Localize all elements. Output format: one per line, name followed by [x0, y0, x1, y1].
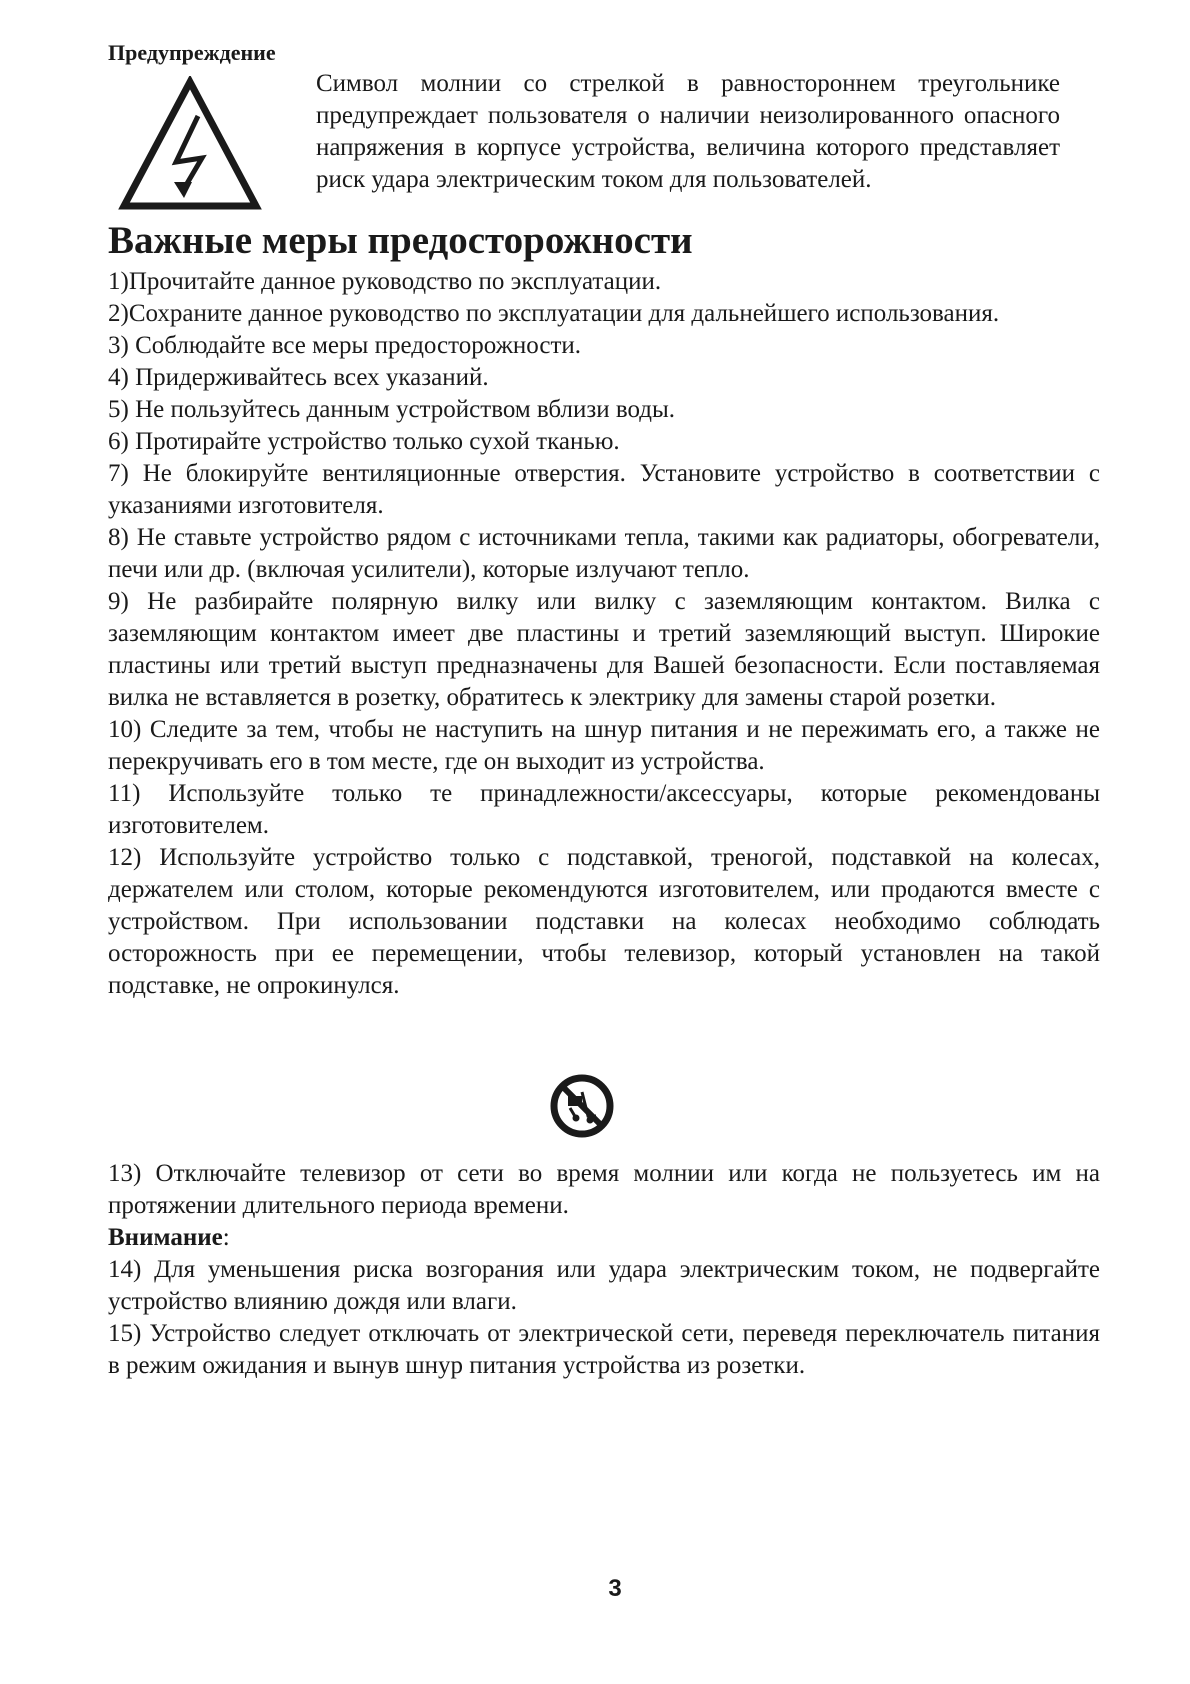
list-item: 7) Не блокируйте вентиляционные отверстия. Установите устройство в соответствии с указаниями изготовителя. — [108, 460, 1100, 519]
precautions-list-continued — [108, 1158, 1100, 1382]
list-item: 11) Используйте только те принадлежности/аксессуары, которые рекомендованы изготовителем. — [108, 780, 1100, 839]
list-item: 14) Для уменьшения риска возгорания или удара электрическим током, не подвергайте устройство влиянию дождя или влаги. — [108, 1256, 1100, 1315]
attention-label: Внимание — [108, 1224, 223, 1251]
page-number: 3 — [608, 1575, 622, 1602]
list-item: 4) Придерживайтесь всех указаний. — [108, 364, 489, 391]
list-item: 2)Сохраните данное руководство по эксплуатации для дальнейшего использования. — [108, 300, 1000, 327]
attention-line — [108, 1222, 1100, 1254]
lightning-warning-triangle-icon — [118, 76, 262, 214]
warning-heading: Предупреждение — [108, 40, 276, 65]
list-item: 6) Протирайте устройство только сухой тканью. — [108, 428, 620, 455]
warning-description: Символ молнии со стрелкой в равностороннем треугольнике предупреждает пользователя о наличии неизолированного опасного напряжения в корпусе устройства, величина которого представляет риск удара электрическим током для пользователей. — [316, 70, 1060, 193]
list-item: 3) Соблюдайте все меры предосторожности. — [108, 332, 582, 359]
attention-colon: : — [222, 1224, 230, 1251]
cart-tip-over-warning-icon — [548, 1072, 616, 1140]
precautions-list — [108, 266, 1100, 1002]
list-item: 12) Используйте устройство только с подставкой, треногой, подставкой на колесах, держателем или столом, которые рекомендуются изготовителем, или продаются вместе с устройством. При использовании подставки на колесах необходимо соблюдать осторожность при ее перемещении, чтобы телевизор, который установлен на такой подставке, не опрокинулся. — [108, 844, 1100, 999]
section-title: Важные меры предосторожности — [108, 219, 693, 262]
list-item: 15) Устройство следует отключать от электрической сети, переведя переключатель питания в режим ожидания и вынув шнур питания устройства из розетки. — [108, 1320, 1100, 1379]
list-item: 5) Не пользуйтесь данным устройством вблизи воды. — [108, 396, 676, 423]
list-item: 13) Отключайте телевизор от сети во время молнии или когда не пользуетесь им на протяжении длительного периода времени. — [108, 1160, 1100, 1219]
list-item: 10) Следите за тем, чтобы не наступить на шнур питания и не пережимать его, а также не перекручивать его в том месте, где он выходит из устройства. — [108, 716, 1100, 775]
list-item: 8) Не ставьте устройство рядом с источниками тепла, такими как радиаторы, обогреватели, печи или др. (включая усилители), которые излучают тепло. — [108, 524, 1100, 583]
list-item: 9) Не разбирайте полярную вилку или вилку с заземляющим контактом. Вилка с заземляющим контактом имеет две пластины и третий заземляющий выступ. Широкие пластины или третий выступ предназначены для Вашей безопасности. Если поставляемая вилка не вставляется в розетку, обратитесь к электрику для замены старой розетки. — [108, 588, 1100, 711]
list-item: 1)Прочитайте данное руководство по эксплуатации. — [108, 268, 662, 295]
